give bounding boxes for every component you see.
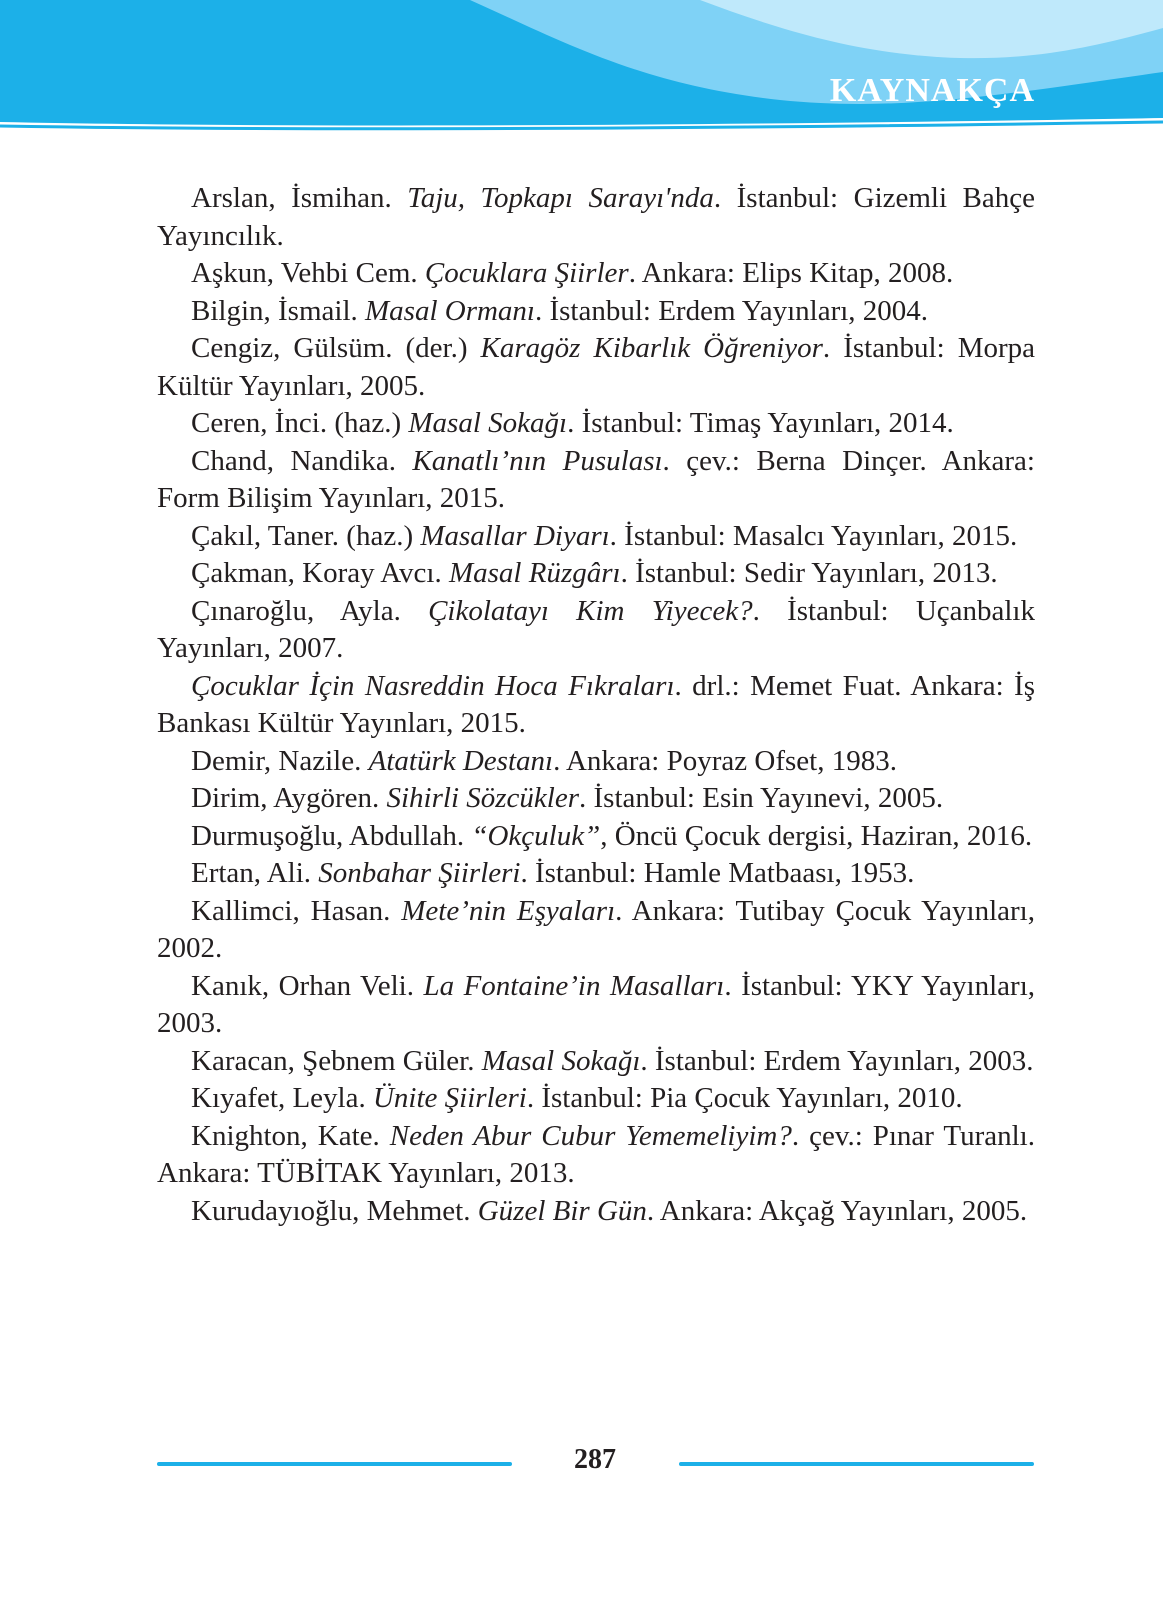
entry-author: Karacan, Şebnem Güler. xyxy=(191,1044,482,1077)
page-header xyxy=(0,0,1163,140)
bibliography-entry xyxy=(157,668,1035,743)
entry-title: Neden Abur Cubur Yememeliyim? xyxy=(389,1119,792,1152)
bibliography-list xyxy=(157,180,1035,1230)
page-number: 287 xyxy=(574,1444,616,1475)
entry-title: Masal Ormanı xyxy=(365,294,535,327)
entry-author: Arslan, İsmihan. xyxy=(191,182,408,214)
footer-line-left xyxy=(157,1462,512,1466)
entry-author: Kallimci, Hasan. xyxy=(191,894,402,927)
entry-title: La Fontaine’in Masalları xyxy=(423,969,725,1002)
entry-title: Masal Rüzgârı xyxy=(448,557,621,589)
entry-publication: . Ankara: Elips Kitap, 2008. xyxy=(628,257,954,289)
bibliography-entry xyxy=(157,1193,1035,1231)
entry-author: Knighton, Kate. xyxy=(191,1119,390,1152)
bibliography-entry xyxy=(157,293,1035,331)
entry-publication: . İstanbul: Uçanbalık Yayınları, 2007. xyxy=(157,594,1035,664)
entry-publication: . İstanbul: Pia Çocuk Yayınları, 2010. xyxy=(526,1082,963,1114)
entry-title: Masal Sokağı xyxy=(481,1044,641,1077)
entry-title: Sihirli Sözcükler xyxy=(386,782,579,814)
entry-publication: . İstanbul: Morpa Kültür Yayınları, 2005. xyxy=(157,332,1036,402)
bibliography-entry xyxy=(157,255,1035,293)
entry-publication: . İstanbul: YKY Yayınları, 2003. xyxy=(157,969,1035,1039)
entry-author: Kanık, Orhan Veli. xyxy=(191,969,424,1002)
entry-publication: . İstanbul: Esin Yayınevi, 2005. xyxy=(579,782,944,814)
entry-title: Masallar Diyarı xyxy=(420,519,610,552)
entry-publication: . Ankara: Poyraz Ofset, 1983. xyxy=(553,744,897,777)
entry-publication: , Öncü Çocuk dergisi, Haziran, 2016. xyxy=(600,819,1033,852)
entry-author: Cengiz, Gülsüm. (der.) xyxy=(191,332,481,364)
bibliography-entry xyxy=(157,743,1035,781)
header-wave-banner xyxy=(0,0,1163,140)
footer-line-right xyxy=(679,1462,1034,1466)
bibliography-entry xyxy=(157,1043,1035,1081)
entry-author: Çınaroğlu, Ayla. xyxy=(191,594,429,627)
entry-author: Çakman, Koray Avcı. xyxy=(191,557,449,589)
entry-publication: . çev.: Berna Dinçer. Ankara: Form Bilişim Yayınları, 2015. xyxy=(157,444,1035,514)
entry-title: Ünite Şiirleri xyxy=(372,1082,527,1114)
entry-publication: . İstanbul: Erdem Yayınları, 2003. xyxy=(640,1044,1034,1077)
entry-author: Aşkun, Vehbi Cem. xyxy=(191,257,425,289)
bibliography-entry xyxy=(157,893,1035,968)
entry-title: Taju, Topkapı Sarayı'nda xyxy=(407,182,714,214)
bibliography-entry xyxy=(157,968,1035,1043)
entry-title: Çocuklar İçin Nasreddin Hoca Fıkraları xyxy=(191,669,675,702)
bibliography-entry xyxy=(157,818,1035,856)
entry-title: Güzel Bir Gün xyxy=(477,1194,647,1227)
entry-author: Ceren, İnci. (haz.) xyxy=(191,407,409,439)
entry-publication: . İstanbul: Sedir Yayınları, 2013. xyxy=(620,557,998,589)
bibliography-entry xyxy=(157,1118,1035,1193)
entry-title: Çikolatayı Kim Yiyecek? xyxy=(428,594,753,627)
entry-publication: . İstanbul: Gizemli Bahçe Yayıncılık. xyxy=(157,182,1036,252)
entry-author: Çakıl, Taner. (haz.) xyxy=(191,519,421,552)
bibliography-entry xyxy=(157,593,1035,668)
entry-title: “Okçuluk” xyxy=(471,819,601,852)
page-footer xyxy=(0,1444,1163,1484)
entry-publication: . drl.: Memet Fuat. Ankara: İş Bankası Kültür Yayınları, 2015. xyxy=(157,669,1035,739)
entry-publication: . İstanbul: Erdem Yayınları, 2004. xyxy=(534,294,929,327)
entry-author: Bilgin, İsmail. xyxy=(191,294,365,327)
section-title: KAYNAKÇA xyxy=(829,72,1035,109)
entry-title: Masal Sokağı xyxy=(408,407,568,439)
bibliography-entry xyxy=(157,555,1035,593)
bibliography-entry xyxy=(157,518,1035,556)
entry-publication: . Ankara: Akçağ Yayınları, 2005. xyxy=(646,1194,1028,1227)
entry-author: Kurudayıoğlu, Mehmet. xyxy=(191,1194,478,1227)
bibliography-entry xyxy=(157,405,1035,443)
bibliography-entry xyxy=(157,855,1035,893)
entry-author: Chand, Nandika. xyxy=(191,444,413,477)
entry-publication: . İstanbul: Hamle Matbaası, 1953. xyxy=(520,857,915,889)
entry-title: Sonbahar Şiirleri xyxy=(318,857,521,889)
entry-publication: . İstanbul: Timaş Yayınları, 2014. xyxy=(567,407,954,439)
bibliography-entry xyxy=(157,1080,1035,1118)
entry-title: Atatürk Destanı xyxy=(368,744,554,777)
entry-title: Karagöz Kibarlık Öğreniyor xyxy=(480,332,823,364)
bibliography-entry xyxy=(157,443,1035,518)
entry-author: Dirim, Aygören. xyxy=(191,782,387,814)
bibliography-entry xyxy=(157,780,1035,818)
entry-author: Durmuşoğlu, Abdullah. xyxy=(191,819,472,852)
entry-publication: . İstanbul: Masalcı Yayınları, 2015. xyxy=(609,519,1018,552)
entry-author: Demir, Nazile. xyxy=(191,744,369,777)
entry-publication: . Ankara: Tutibay Çocuk Yayınları, 2002. xyxy=(157,894,1035,964)
entry-author: Kıyafet, Leyla. xyxy=(191,1082,373,1114)
entry-title: Kanatlı’nın Pusulası xyxy=(412,444,663,477)
entry-title: Çocuklara Şiirler xyxy=(424,257,629,289)
entry-author: Ertan, Ali. xyxy=(191,857,319,889)
bibliography-entry xyxy=(157,180,1035,255)
bibliography-entry xyxy=(157,330,1035,405)
entry-publication: . çev.: Pınar Turanlı. Ankara: TÜBİTAK Yayınları, 2013. xyxy=(157,1119,1035,1189)
entry-title: Mete’nin Eşyaları xyxy=(401,894,616,927)
